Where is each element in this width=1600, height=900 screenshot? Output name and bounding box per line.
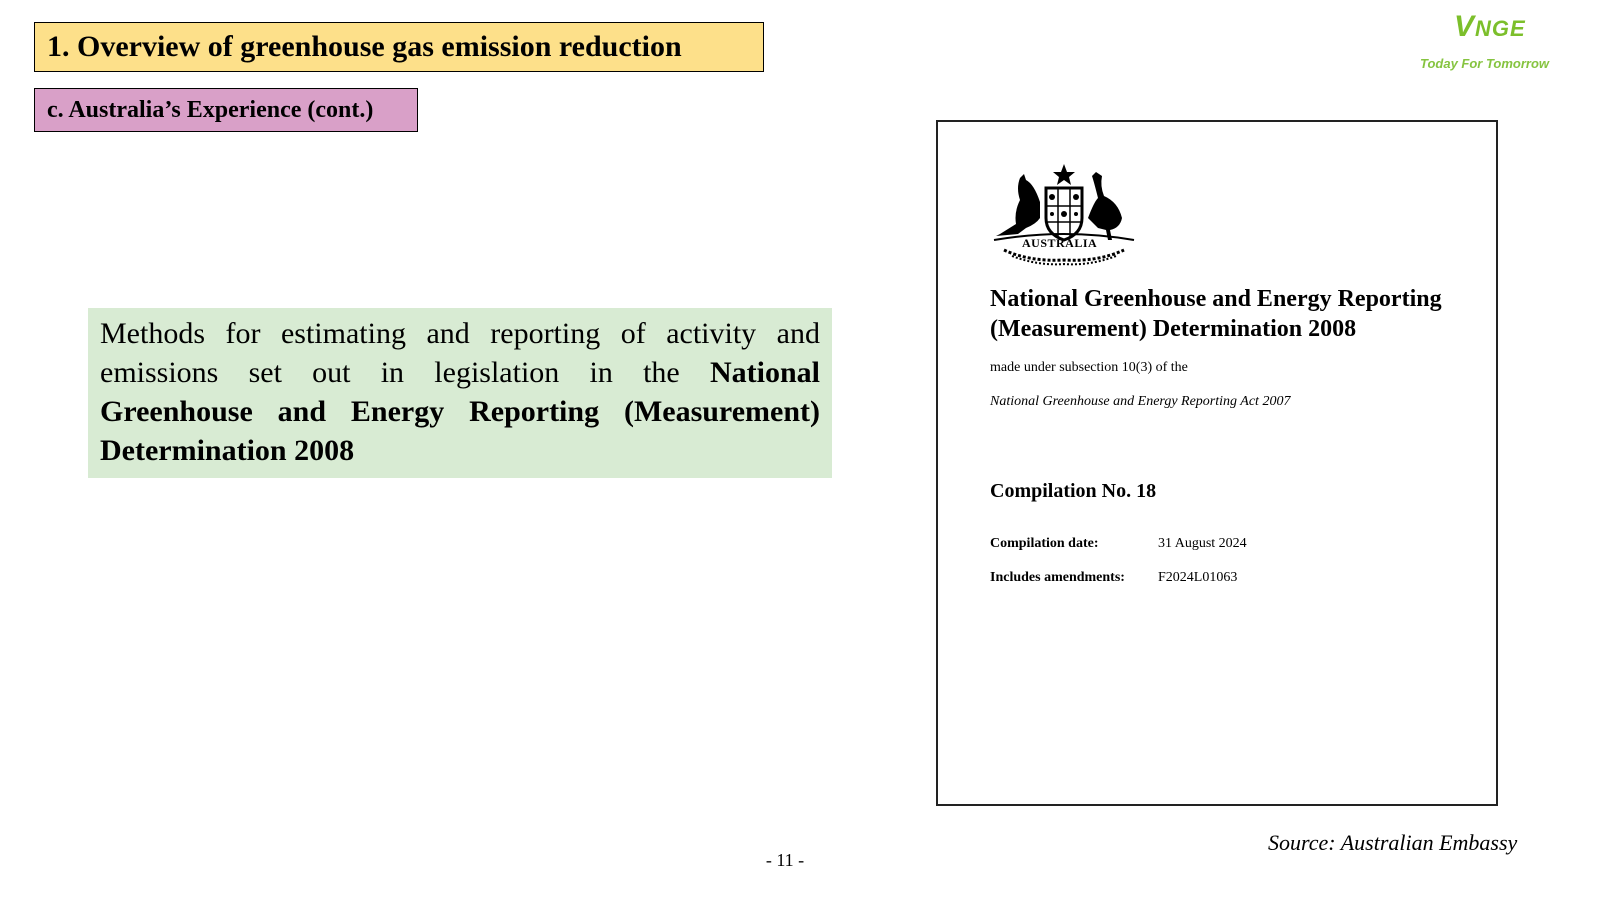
- document-made-under: made under subsection 10(3) of the: [990, 360, 1188, 375]
- slide-subtitle: c. Australia’s Experience (cont.): [34, 88, 418, 132]
- logo-mark-rest: NGE: [1475, 16, 1526, 41]
- amendments-label: Includes amendments:: [990, 570, 1125, 585]
- source-note: Source: Australian Embassy: [1268, 830, 1518, 855]
- determination-document-image: [936, 120, 1498, 806]
- document-amendments-row: [990, 570, 1237, 586]
- amendments-value: F2024L01063: [1158, 570, 1238, 585]
- slide-title: 1. Overview of greenhouse gas emission reduction: [34, 22, 764, 72]
- callout-text: Methods for estimating and reporting of activity and emissions set out in legislation in the: [100, 317, 820, 389]
- compilation-date-label: Compilation date:: [990, 536, 1099, 551]
- legislation-callout: [88, 308, 832, 478]
- document-act-name: National Greenhouse and Energy Reporting Act 2007: [990, 394, 1291, 409]
- logo-mark-v: V: [1454, 10, 1476, 43]
- document-title: [990, 284, 1500, 344]
- compilation-date-value: 31 August 2024: [1158, 536, 1247, 551]
- logo-tagline: Today For Tomorrow: [1420, 56, 1550, 71]
- crest-label: AUSTRALIA: [1022, 236, 1098, 250]
- document-title-line-2: (Measurement) Determination 2008: [990, 316, 1357, 342]
- document-title-line-1: National Greenhouse and Energy Reporting: [990, 286, 1442, 312]
- vnge-logo: [1412, 4, 1562, 76]
- document-compilation-number: Compilation No. 18: [990, 480, 1157, 502]
- logo-mark: [1454, 10, 1526, 44]
- page-number: - 11 -: [765, 850, 805, 870]
- callout-act-name: National Greenhouse and Energy Reporting (Measurement) Determination 2008: [100, 356, 821, 467]
- document-compilation-date-row: [990, 536, 1247, 552]
